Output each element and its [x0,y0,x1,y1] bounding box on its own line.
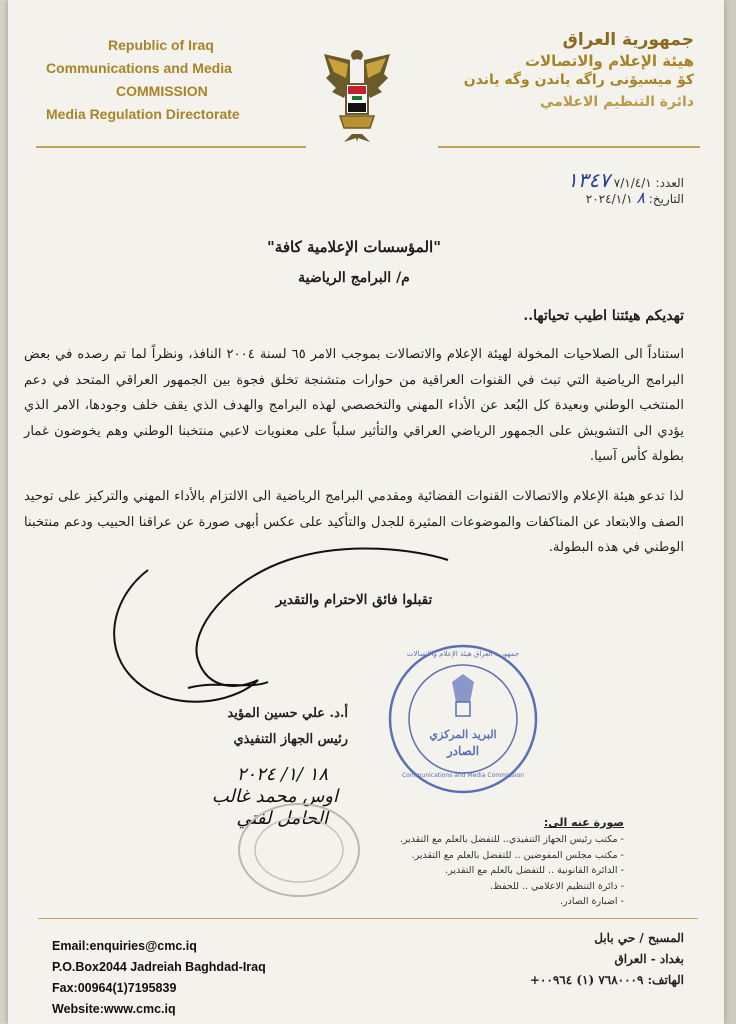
header-en-line3: COMMISSION [116,83,208,99]
letter-page [8,0,724,1024]
stamp-top-text: جمهورية العراق هيئة الإعلام والاتصالات [406,650,520,658]
header-en-line2: Communications and Media [46,60,232,76]
letter-paragraph-1: استناداً الى الصلاحيات المخولة لهيئة الإعلام والاتصالات بموجب الامر ٦٥ لسنة ٢٠٠٤ النافذ، ونظراً لما تم رصده في بعض البرامج الرياضية التي تبث في القنوات العراقية من حوارات متشنجة تخلق فجوة بين الجمهور العراقي المتحد في دعم المنتخب الوطني وبعيدة كل البُعد عن الأداء المهني والتخصصي لهذه البرامج والهدف الذي يقف خلف وجودها، الامر الذي يؤدي الى التشويش على الجمهور الرياضي العراقي والتأثير سلباً على معنويات لاعبي منتخبنا الوطني وهم يخوضون غمار بطولة كأس آسيا. [24,347,684,464]
footer-fax: Fax:00964(1)7195839 [52,981,177,995]
header-en-line1: Republic of Iraq [108,37,214,53]
reference-block [484,168,684,208]
letter-greeting: تهديكم هيئتنا اطيب تحياتها.. [523,308,684,324]
footer-rule [38,918,698,919]
footer-ar-line1: المسبح / حي بابل [594,931,684,945]
footer-email: Email:enquiries@cmc.iq [52,939,197,953]
handwritten-date: ١٨ /١/ ٢٠٢٤ [236,764,328,785]
stamp-center-text: البريد المركزي [429,728,497,741]
header-ar-line4: دائرة التنظيم الاعلامي [539,94,694,110]
copies-item: - مكتب مجلس المفوضين .. للتفضل بالعلم مع التقدير. [411,849,624,861]
stamp-bottom-text: Communications and Media Commission [401,772,525,779]
iraq-eagle-emblem-icon [322,44,392,144]
letter-addressee: "المؤسسات الإعلامية كافة" [266,238,442,256]
reference-number-printed: ٧/١/٤/١ [613,176,652,190]
header-english [46,34,316,126]
letter-paragraph-2: لذا تدعو هيئة الإعلام والاتصالات القنوات الفضائية ومقدمي البرامج الرياضية الى الالتزام بالأداء المهني والتركيز على توحيد الصف والابتعاد عن المناكفات والموضوعات المثيرة للجدل والتأكيد على عكس أبهى صورة عن عراقنا الحبيب ودعم منتخبنا الوطني في هذه البطولة. [24,489,684,555]
letter-closing: تقبلوا فائق الاحترام والتقدير [275,592,433,608]
header-ar-line3: كۆ ميسيۆنى راگه ياندن وگه ياندن [463,72,694,88]
signatory-title: رئيس الجهاز التنفيذي [233,732,348,747]
reference-date-row [484,188,684,208]
footer-ar-line3: الهاتف: ٧٦٨٠٠٠٩ (١) ٠٠٩٦٤+ [529,973,684,987]
faint-received-stamp-icon [234,800,364,900]
reference-date-handwritten: ٨ [636,188,645,207]
copies-heading: صورة عنه الى: [543,816,624,829]
letter-subject: م/ البرامج الرياضية [298,270,410,286]
footer-pobox: P.O.Box2044 Jadreiah Baghdad-Iraq [52,960,266,974]
reference-number-row [484,168,684,192]
footer-website: Website:www.cmc.iq [52,1002,176,1016]
header-rule-right [438,146,700,148]
footer-english [52,936,266,1020]
header-ar-line2: هيئة الإعلام والاتصالات [524,52,694,70]
handwritten-note-line2: الحامل لفتي [236,808,328,829]
stamp-center-text-2: الصادر [446,744,480,758]
copies-item: - دائرة التنظيم الاعلامي .. للحفظ. [490,880,624,892]
copies-item: - مكتب رئيس الجهاز التنفيذي.. للتفضل بالعلم مع التقدير. [399,834,624,845]
footer-arabic [484,928,684,991]
header-arabic [454,30,694,110]
reference-number-handwritten: ١٣٤٧ [566,168,610,192]
reference-date-label: التاريخ: [648,192,684,206]
header-en-line4: Media Regulation Directorate [46,106,240,122]
footer-ar-line2: بغداد - العراق [614,952,684,966]
reference-number-label: العدد: [655,176,684,190]
header-ar-line1: جمهورية العراق [562,30,694,50]
copies-item: - اضبارة الصادر. [559,896,624,907]
copies-list [364,832,624,910]
copies-item: - الدائرة القانونية .. للتفضل بالعلم مع التقدير. [445,865,624,876]
handwritten-note-line1: اوس محمد غالب [211,786,338,807]
signatory-name: أ.د. علي حسين المؤيد [227,706,348,721]
reference-date-printed: ٢٠٢٤/١/١ [585,192,633,206]
header-rule-left [36,146,306,148]
